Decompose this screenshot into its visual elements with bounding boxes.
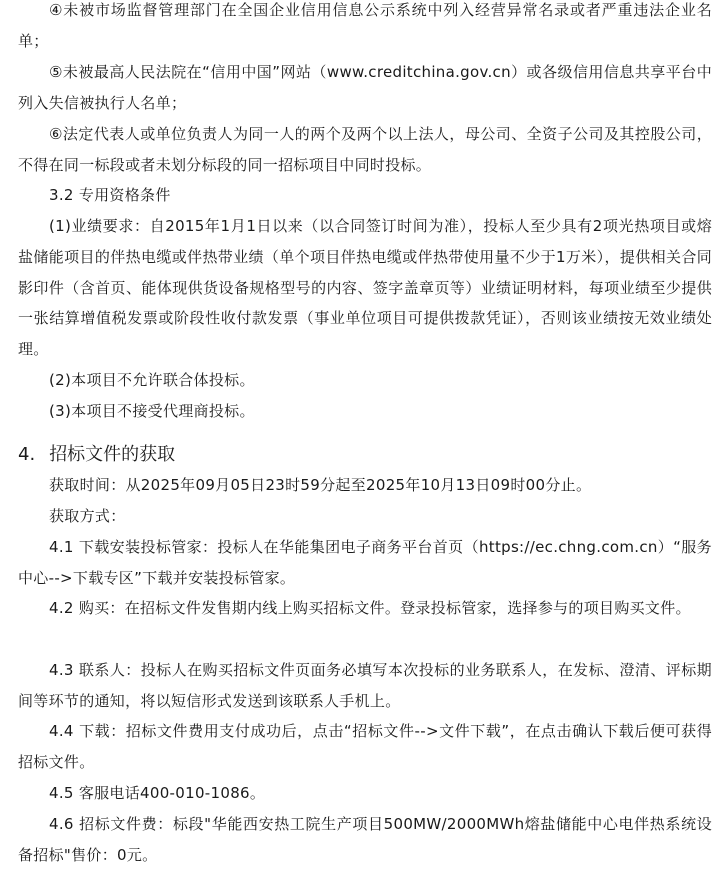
customer-service-phone: 4.5 客服电话400-010-1086。	[49, 784, 266, 802]
section-number: 4.	[18, 444, 36, 465]
condition-item-4: ④未被市场监督管理部门在全国企业信用信息公示系统中列入经营异常名录或者严重违法企业名单；	[18, 1, 712, 50]
special-qualification-title: 3.2 专用资格条件	[49, 186, 171, 204]
step-download-install: 4.1 下载安装投标管家：投标人在华能集团电子商务平台首页（https://ec.chng.com.cn）“服务中心-->下载专区”下载并安装投标管家。	[18, 538, 712, 587]
step-contact-person: 4.3 联系人：投标人在购买招标文件页面务必填写本次投标的业务联系人，在发标、澄清、评标期间等环节的通知，将以短信形式发送到该联系人手机上。	[18, 661, 712, 710]
no-consortium-rule: (2)本项目不允许联合体投标。	[49, 371, 255, 389]
acquisition-time: 获取时间：从2025年09月05日23时59分起至2025年10月13日09时00分止。	[49, 476, 592, 494]
performance-requirement: (1)业绩要求：自2015年1月1日以来（以合同签订时间为准），投标人至少具有2项光热项目或熔盐储能项目的伴热电缆或伴热带业绩（单个项目伴热电缆或伴热带使用量不少于1万米），提供相关合同影印件（含首页、能体现供货设备规格型号的内容、签字盖章页等）业绩证明材料，每项业绩至少提供一张结算增值税发票或阶段性收付款发票（事业单位项目可提供拨款凭证），否则该业绩按无效业绩处理。	[18, 217, 712, 359]
step-download-file: 4.4 下载：招标文件费用支付成功后，点击“招标文件-->文件下载”，在点击确认下载后便可获得招标文件。	[18, 722, 712, 771]
no-agent-rule: (3)本项目不接受代理商投标。	[49, 402, 255, 420]
condition-item-5: ⑤未被最高人民法院在“信用中国”网站（www.creditchina.gov.cn）或各级信用信息共享平台中列入失信被执行人名单；	[18, 63, 712, 112]
section-4-heading	[18, 440, 175, 470]
condition-item-6: ⑥法定代表人或单位负责人为同一人的两个及两个以上法人，母公司、全资子公司及其控股公司，不得在同一标段或者未划分标段的同一招标项目中同时投标。	[18, 125, 712, 174]
document-fee: 4.6 招标文件费：标段"华能西安热工院生产项目500MW/2000MWh熔盐储能中心电伴热系统设备招标"售价：0元。	[18, 815, 712, 864]
section-title: 招标文件的获取	[49, 444, 176, 465]
step-purchase: 4.2 购买：在招标文件发售期内线上购买招标文件。登录投标管家，选择参与的项目购买文件。	[49, 599, 691, 617]
acquisition-method-label: 获取方式：	[49, 507, 126, 525]
